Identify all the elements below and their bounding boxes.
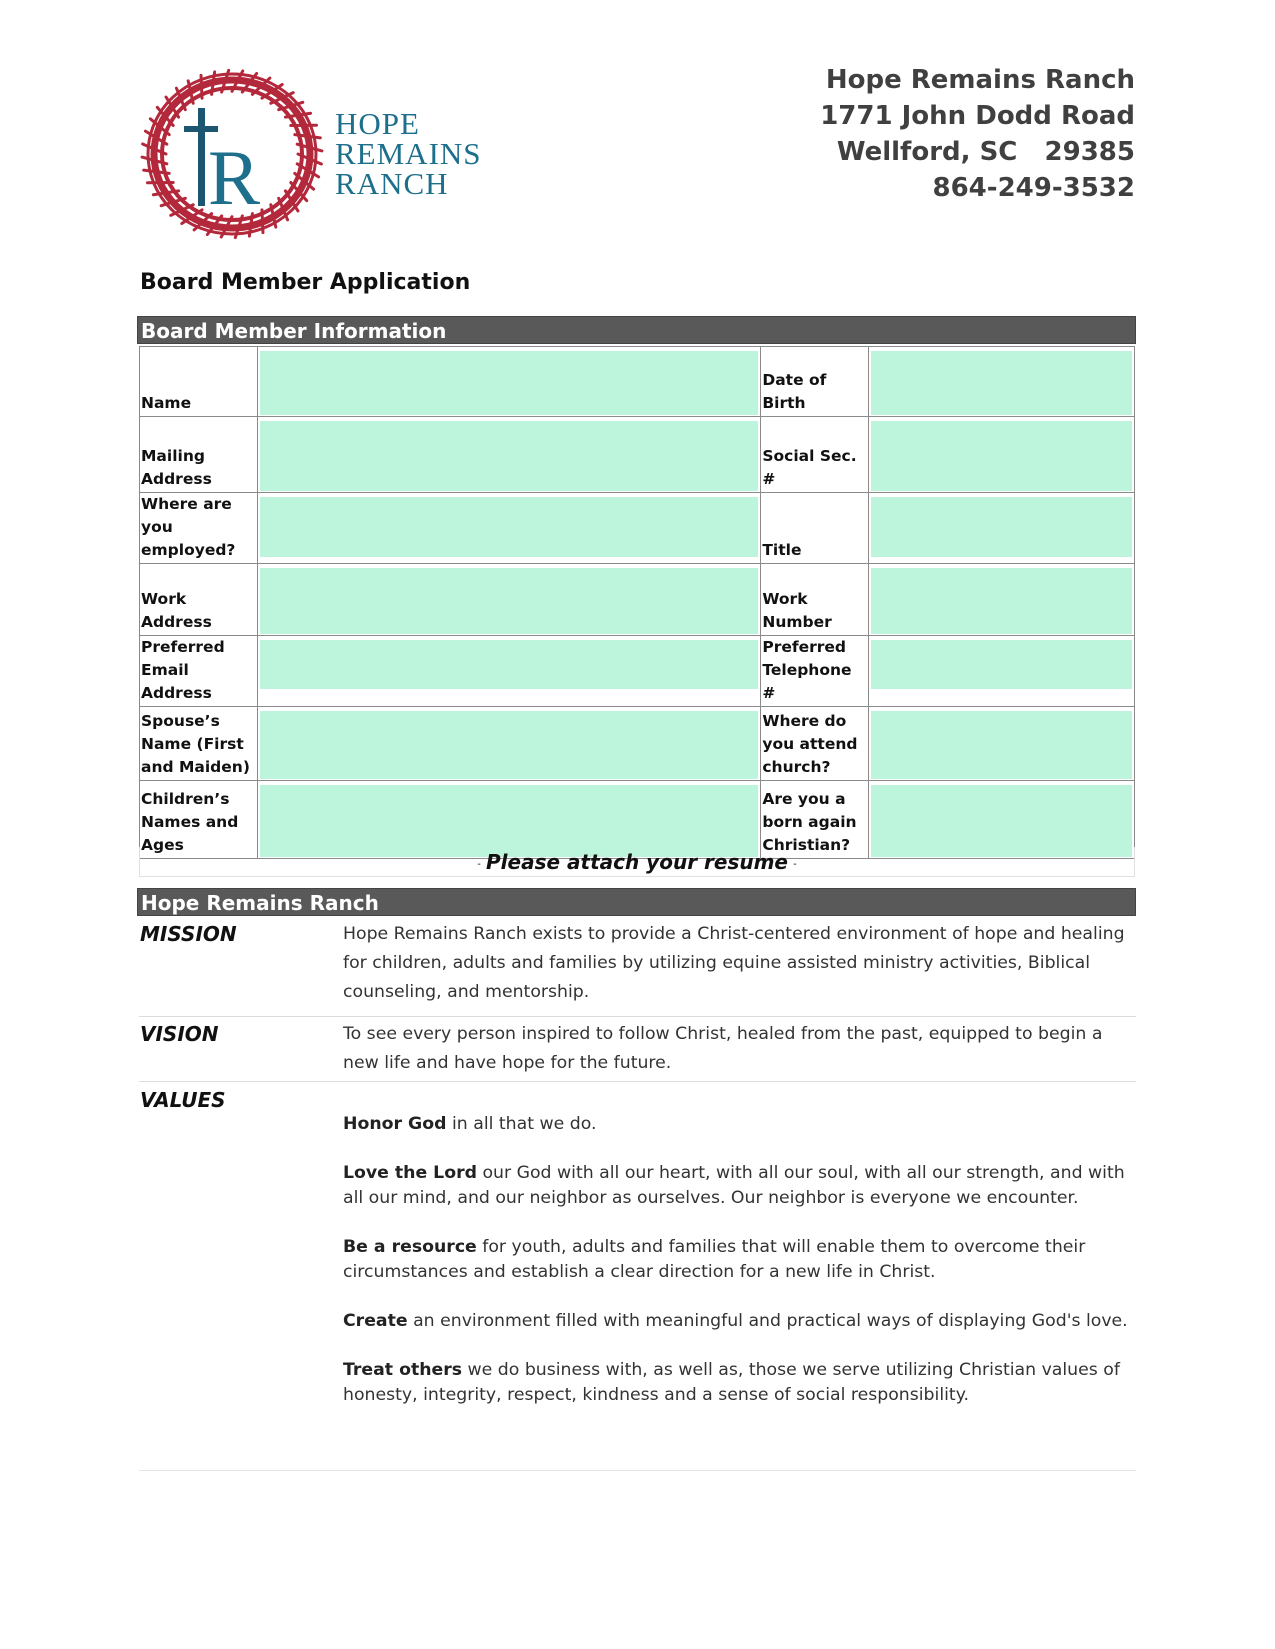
ranch-name: Hope Remains Ranch	[825, 65, 1135, 95]
vision-label: VISION	[140, 1022, 219, 1046]
thorn-stroke	[201, 75, 202, 98]
logo-line-3: RANCH	[335, 166, 449, 201]
value-description: for youth, adults and families that will enable them to overcome their circumstances and establish a clear direction for a new life in Christ.	[343, 1237, 1086, 1282]
form-row	[140, 493, 1135, 564]
right-field-input[interactable]	[871, 640, 1132, 689]
logo-line-1: HOPE	[335, 106, 420, 141]
left-field-input[interactable]	[260, 568, 759, 634]
left-field-input[interactable]	[260, 640, 759, 689]
values-label: VALUES	[140, 1088, 226, 1112]
right-field-cell	[869, 417, 1135, 493]
mission-label: MISSION	[140, 922, 237, 946]
value-item	[343, 1309, 1140, 1334]
right-field-input[interactable]	[871, 568, 1132, 634]
divider	[139, 1016, 1136, 1017]
form-row	[140, 636, 1135, 707]
right-field-cell	[869, 347, 1135, 417]
value-description: an environment filled with meaningful and practical ways of displaying God's love.	[407, 1311, 1128, 1331]
form-row	[140, 564, 1135, 636]
value-description: we do business with, as well as, those we serve utilizing Christian values of honesty, integrity, respect, kindness and a sense of social responsibility.	[343, 1360, 1120, 1405]
left-field-input[interactable]	[260, 351, 759, 415]
left-field-cell	[257, 636, 761, 707]
street-address: 1771 John Dodd Road	[820, 101, 1135, 131]
crown-of-thorns-icon	[140, 66, 495, 246]
left-field-cell	[257, 347, 761, 417]
value-description: in all that we do.	[446, 1114, 597, 1134]
hope-remains-ranch-logo	[140, 66, 495, 246]
page-title: Board Member Application	[140, 270, 471, 295]
left-field-cell	[257, 417, 761, 493]
vision-text: To see every person inspired to follow Christ, healed from the past, equipped to begin a new life and have hope for the future.	[343, 1024, 1103, 1073]
field-label: Preferred Email Address	[140, 636, 258, 707]
mission-text: Hope Remains Ranch exists to provide a Christ-centered environment of hope and healing for children, adults and families by utilizing equine assisted ministry activities, Biblical counseling, and mentorship.	[343, 924, 1125, 1002]
right-field-cell	[869, 636, 1135, 707]
value-keyword: Create	[343, 1311, 408, 1331]
field-label: Preferred Telephone #	[761, 636, 869, 707]
field-label: Name	[140, 347, 258, 417]
field-label: Spouse’s Name (First and Maiden)	[140, 707, 258, 781]
field-label: Social Sec. #	[761, 417, 869, 493]
ranch-section-header: Hope Remains Ranch	[137, 888, 1136, 916]
right-field-input[interactable]	[871, 421, 1132, 491]
logo-line-2: REMAINS	[335, 136, 482, 171]
value-item	[343, 1112, 1140, 1137]
right-field-cell	[869, 493, 1135, 564]
field-label: Work Number	[761, 564, 869, 636]
value-keyword: Honor God	[343, 1114, 447, 1134]
field-label: Children’s Names and Ages	[140, 781, 258, 859]
right-field-cell	[869, 707, 1135, 781]
divider	[139, 1470, 1136, 1471]
resume-note-text: Please attach your resume	[486, 850, 788, 874]
field-label: Work Address	[140, 564, 258, 636]
phone-number: 864-249-3532	[932, 173, 1135, 203]
left-field-cell	[257, 493, 761, 564]
board-member-info-header: Board Member Information	[137, 316, 1136, 344]
ranch-address-block	[820, 62, 1135, 206]
resume-dash-left: -	[477, 859, 481, 870]
city-state-zip: Wellford, SC 29385	[836, 137, 1135, 167]
value-item	[343, 1161, 1140, 1211]
right-field-input[interactable]	[871, 351, 1132, 415]
right-field-input[interactable]	[871, 711, 1132, 779]
resume-dash-right: -	[793, 859, 797, 870]
left-field-cell	[257, 707, 761, 781]
left-field-input[interactable]	[260, 711, 759, 779]
field-label: Where are you employed?	[140, 493, 258, 564]
field-label: Are you a born again Christian?	[761, 781, 869, 859]
value-keyword: Love the Lord	[343, 1163, 477, 1183]
value-item	[343, 1358, 1140, 1408]
value-description: our God with all our heart, with all our soul, with all our strength, and with all our mind, and our neighbor as ourselves. Our neighbor is everyone we encounter.	[343, 1163, 1125, 1208]
left-field-input[interactable]	[260, 421, 759, 491]
thorn-stroke	[262, 210, 263, 233]
right-field-input[interactable]	[871, 497, 1132, 557]
form-row	[140, 417, 1135, 493]
field-label: Mailing Address	[140, 417, 258, 493]
field-label: Title	[761, 493, 869, 564]
board-member-form	[139, 346, 1135, 859]
values-list	[343, 1112, 1140, 1432]
left-field-cell	[257, 564, 761, 636]
divider	[139, 1081, 1136, 1082]
field-label: Date of Birth	[761, 347, 869, 417]
left-field-input[interactable]	[260, 497, 759, 557]
form-row	[140, 707, 1135, 781]
value-keyword: Be a resource	[343, 1237, 477, 1257]
logo-monogram: R	[208, 134, 261, 221]
right-field-cell	[869, 564, 1135, 636]
resume-note	[139, 847, 1135, 877]
value-keyword: Treat others	[343, 1360, 463, 1380]
value-item	[343, 1235, 1140, 1285]
field-label: Where do you attend church?	[761, 707, 869, 781]
form-row	[140, 347, 1135, 417]
